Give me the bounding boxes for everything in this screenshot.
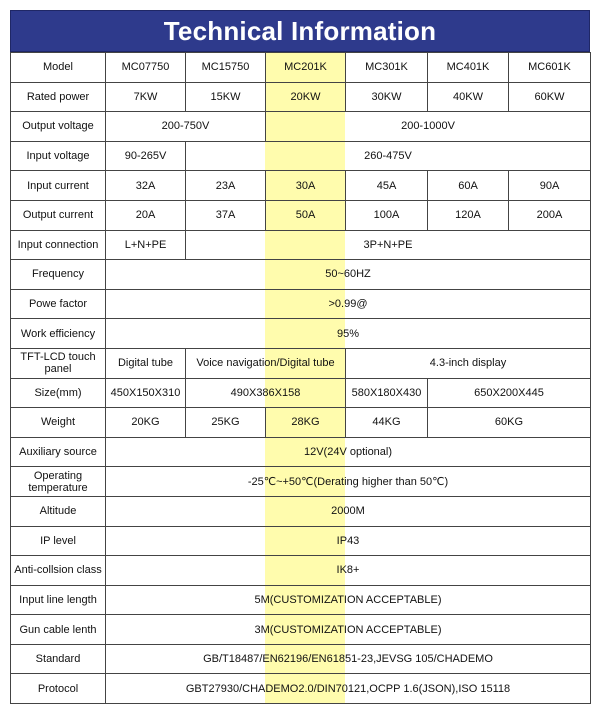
table-row bbox=[11, 230, 591, 260]
title-bar bbox=[10, 10, 590, 52]
cell: 37A bbox=[186, 200, 266, 230]
cell: IK8+ bbox=[106, 556, 591, 586]
cell: 4.3-inch display bbox=[346, 348, 591, 378]
cell: 450X150X310 bbox=[106, 378, 186, 408]
row-label: Weight bbox=[11, 408, 106, 438]
cell: 20A bbox=[106, 200, 186, 230]
cell: 60A bbox=[428, 171, 509, 201]
cell: 60KW bbox=[509, 82, 591, 112]
cell: 28KG bbox=[266, 408, 346, 438]
cell: 580X180X430 bbox=[346, 378, 428, 408]
row-label: Auxiliary source bbox=[11, 437, 106, 467]
cell: MC15750 bbox=[186, 53, 266, 83]
cell: 120A bbox=[428, 200, 509, 230]
cell: 200A bbox=[509, 200, 591, 230]
cell: 50A bbox=[266, 200, 346, 230]
row-label: TFT-LCD touch panel bbox=[11, 348, 106, 378]
table-row bbox=[11, 171, 591, 201]
row-label: Protocol bbox=[11, 674, 106, 704]
table-row bbox=[11, 200, 591, 230]
cell: 90-265V bbox=[106, 141, 186, 171]
table-row bbox=[11, 319, 591, 349]
table-row bbox=[11, 141, 591, 171]
cell: 2000M bbox=[106, 496, 591, 526]
row-label: Input connection bbox=[11, 230, 106, 260]
row-label: Altitude bbox=[11, 496, 106, 526]
cell: GB/T18487/EN62196/EN61851-23,JEVSG 105/CHADEMO bbox=[106, 644, 591, 674]
cell: L+N+PE bbox=[106, 230, 186, 260]
cell: 30KW bbox=[346, 82, 428, 112]
table-row bbox=[11, 585, 591, 615]
cell: 23A bbox=[186, 171, 266, 201]
row-label: Frequency bbox=[11, 260, 106, 290]
table-row bbox=[11, 467, 591, 497]
cell: MC601K bbox=[509, 53, 591, 83]
table-row bbox=[11, 260, 591, 290]
row-label: Size(mm) bbox=[11, 378, 106, 408]
table-row bbox=[11, 674, 591, 704]
cell: 15KW bbox=[186, 82, 266, 112]
cell: 200-1000V bbox=[266, 112, 591, 142]
row-label: Input line length bbox=[11, 585, 106, 615]
row-label: Operating temperature bbox=[11, 467, 106, 497]
cell: 490X386X158 bbox=[186, 378, 346, 408]
table-row bbox=[11, 496, 591, 526]
table-row bbox=[11, 556, 591, 586]
table-row bbox=[11, 82, 591, 112]
table-row bbox=[11, 112, 591, 142]
table-row bbox=[11, 378, 591, 408]
cell: 5M(CUSTOMIZATION ACCEPTABLE) bbox=[106, 585, 591, 615]
cell: 3M(CUSTOMIZATION ACCEPTABLE) bbox=[106, 615, 591, 645]
cell: 7KW bbox=[106, 82, 186, 112]
table-row bbox=[11, 526, 591, 556]
cell: 95% bbox=[106, 319, 591, 349]
cell: 45A bbox=[346, 171, 428, 201]
row-label: Output voltage bbox=[11, 112, 106, 142]
row-label: Input current bbox=[11, 171, 106, 201]
cell: 30A bbox=[266, 171, 346, 201]
table-row bbox=[11, 644, 591, 674]
row-label: Anti-collsion class bbox=[11, 556, 106, 586]
cell: MC401K bbox=[428, 53, 509, 83]
cell: 40KW bbox=[428, 82, 509, 112]
table-row bbox=[11, 615, 591, 645]
table-row bbox=[11, 437, 591, 467]
cell: GBT27930/CHADEMO2.0/DIN70121,OCPP 1.6(JSON),ISO 15118 bbox=[106, 674, 591, 704]
row-label: Output current bbox=[11, 200, 106, 230]
row-label: Powe factor bbox=[11, 289, 106, 319]
cell: 90A bbox=[509, 171, 591, 201]
cell: MC201K bbox=[266, 53, 346, 83]
cell: 12V(24V optional) bbox=[106, 437, 591, 467]
table-row bbox=[11, 53, 591, 83]
cell: >0.99@ bbox=[106, 289, 591, 319]
cell: 44KG bbox=[346, 408, 428, 438]
cell: 100A bbox=[346, 200, 428, 230]
cell: MC301K bbox=[346, 53, 428, 83]
table-row bbox=[11, 408, 591, 438]
row-label: IP level bbox=[11, 526, 106, 556]
cell: 25KG bbox=[186, 408, 266, 438]
cell: 60KG bbox=[428, 408, 591, 438]
spec-table bbox=[10, 52, 591, 704]
cell: Digital tube bbox=[106, 348, 186, 378]
cell: 200-750V bbox=[106, 112, 266, 142]
table-row bbox=[11, 289, 591, 319]
cell: 260-475V bbox=[186, 141, 591, 171]
cell: 20KW bbox=[266, 82, 346, 112]
row-label: Gun cable lenth bbox=[11, 615, 106, 645]
cell: IP43 bbox=[106, 526, 591, 556]
page-title: Technical Information bbox=[163, 15, 437, 46]
cell: -25℃~+50℃(Derating higher than 50℃) bbox=[106, 467, 591, 497]
row-label: Standard bbox=[11, 644, 106, 674]
row-label: Rated power bbox=[11, 82, 106, 112]
cell: 3P+N+PE bbox=[186, 230, 591, 260]
cell: Voice navigation/Digital tube bbox=[186, 348, 346, 378]
cell: 650X200X445 bbox=[428, 378, 591, 408]
table-row bbox=[11, 348, 591, 378]
cell: 32A bbox=[106, 171, 186, 201]
cell: 50~60HZ bbox=[106, 260, 591, 290]
row-label: Work efficiency bbox=[11, 319, 106, 349]
row-label: Input voltage bbox=[11, 141, 106, 171]
row-label: Model bbox=[11, 53, 106, 83]
cell: MC07750 bbox=[106, 53, 186, 83]
cell: 20KG bbox=[106, 408, 186, 438]
